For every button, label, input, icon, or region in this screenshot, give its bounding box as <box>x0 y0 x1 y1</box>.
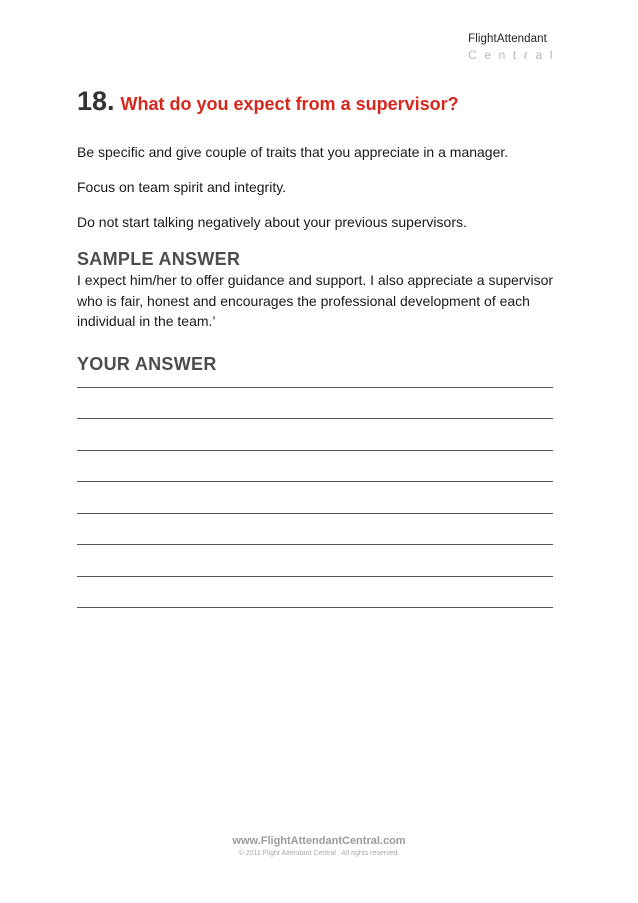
logo-line-1: FlightAttendant <box>468 33 547 45</box>
tip-2: Focus on team spirit and integrity. <box>77 179 287 195</box>
tip-1: Be specific and give couple of traits that you appreciate in a manager. <box>77 144 509 160</box>
answer-line[interactable] <box>77 452 567 484</box>
question-text: What do you expect from a supervisor? <box>120 94 459 114</box>
answer-line[interactable] <box>77 546 567 578</box>
answer-line[interactable] <box>77 375 567 389</box>
footer <box>0 835 638 857</box>
answer-line[interactable] <box>77 578 567 610</box>
tip-3: Do not start talking negatively about your previous supervisors. <box>77 214 467 230</box>
question-title <box>77 83 567 115</box>
your-answer-heading: YOUR ANSWER <box>77 353 217 374</box>
brand-logo <box>468 34 560 61</box>
answer-line[interactable] <box>77 515 567 547</box>
answer-line[interactable] <box>77 420 567 452</box>
logo-line-2: Central <box>468 47 560 62</box>
footer-copyright: © 2011 Flight Attendant Central . All rights reserved. <box>238 850 400 857</box>
sample-answer-text: I expect him/her to offer guidance and support. I also appreciate a supervisor who is fair, honest and encourages the professional development of each individual in the team.’ <box>77 272 554 329</box>
page-content <box>77 83 567 609</box>
question-number: 18. <box>77 86 115 116</box>
answer-line[interactable] <box>77 483 567 515</box>
answer-lines[interactable] <box>77 375 567 610</box>
answer-line[interactable] <box>77 389 567 421</box>
sample-answer-heading: SAMPLE ANSWER <box>77 249 241 269</box>
footer-url: www.FlightAttendantCentral.com <box>232 835 406 847</box>
